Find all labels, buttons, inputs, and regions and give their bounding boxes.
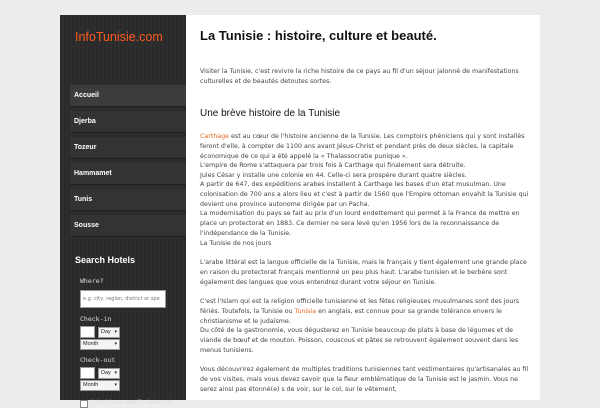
page-title: La Tunisie : histoire, culture et beauté.	[200, 28, 437, 43]
carthage-link[interactable]: Carthage	[200, 133, 230, 140]
nav-item-tunis[interactable]: Tunis	[70, 189, 188, 211]
history-text-5: La modernisation du pays se fait au prix d'un lourd endettement qui permet à la France de mettre en place un protectorat en 1883. Ce dernier ne sera levé qu'en 1956 lors de la reconnaissance de l'indépendance de la Tunisie.	[200, 210, 520, 237]
section-title: Une brève histoire de la Tunisie	[200, 108, 341, 119]
checkin-label: Check-in	[80, 315, 112, 323]
religion-text-2: en anglais, est connue pour sa grande tolérance envers le christianisme et le judaïsme.	[200, 307, 502, 325]
checkout-month-value: Month	[83, 382, 99, 388]
sidebar	[60, 15, 186, 406]
nav-item-djerba[interactable]: Djerba	[70, 111, 188, 133]
history-text-1: est au cœur de l'histoire ancienne de la Tunisie. Les comptoirs phéniciens qui y sont installés feront d'elle, à compter de 1100 ans avant Jésus-Christ et pendant près de deux siècles, la capitale économique de ce qui a été appelé la « Thalassocratie punique ».	[200, 133, 525, 160]
where-label: Where?	[80, 277, 104, 285]
history-paragraph-1	[200, 132, 532, 181]
intro-paragraph: Visiter la Tunisie, c'est revivre la riche histoire de ce pays au fil d'un séjour jalonné de manifestations culturelles et de beautés detoutes sortes.	[200, 68, 519, 85]
language-paragraph: L'arabe littéral est la langue officielle de la Tunisie, mais le français y tient également une grande place en raison du protectorat français mentionné un peu plus haut. L'arabe tunisien et le berbère sont également des langues que vous entendrez durant votre séjour en Tunisie.	[200, 259, 527, 286]
history-text-3: Jules César y installe une colonie en 44. Celle-ci sera prospère durant quatre siècles.	[200, 172, 467, 180]
checkin-day-select[interactable]	[98, 327, 120, 338]
checkin-month-value: Month	[83, 341, 99, 347]
gastronomy-text: Du côté de la gastronomie, vous dégusterez en Tunisie beaucoup de plats à base de légumes et de viande de bœuf et de mouton. Poisson, couscous et pâtes se retrouvent également souvent dans les menus tunisiens.	[200, 327, 519, 354]
no-dates-label: I don't have specific dates yet	[92, 400, 171, 406]
religion-text-1: C'est l'Islam qui est la religion officielle tunisienne et les fêtes religieuses musulmanes sont des jours fériés. Toutefois, la Tunisie ou	[200, 298, 520, 315]
checkout-label: Check-out	[80, 356, 116, 364]
history-text-6: La Tunisie de nos jours	[200, 239, 272, 247]
history-paragraph-2	[200, 180, 532, 249]
destination-input[interactable]	[80, 290, 166, 308]
checkout-month-select[interactable]	[80, 380, 120, 391]
site-logo[interactable]: InfoTunisie.com	[75, 30, 163, 44]
checkin-calendar-icon[interactable]	[80, 326, 95, 338]
nav-item-accueil[interactable]: Accueil	[70, 85, 188, 107]
checkout-calendar-icon[interactable]	[80, 367, 95, 379]
search-hotels-title: Search Hotels	[75, 255, 136, 265]
checkin-day-value: Day	[101, 329, 111, 335]
checkin-month-select[interactable]	[80, 339, 120, 350]
chevron-down-icon: ▾	[114, 370, 117, 376]
chevron-down-icon: ▾	[114, 341, 117, 347]
nav-item-hammamet[interactable]: Hammamet	[70, 163, 188, 185]
history-text-4: A partir de 647, des expéditions arabes installent à Carthage les bases d'un état musulman. Une colonisation de 700 ans a alors lieu et c'est à partir de 1560 que l'Empire ottoman envahit la Tunisie qui devient une province autonome dirigée par un Pacha.	[200, 181, 529, 208]
traditions-paragraph: Vous découvrirez également de multiples traditions tunisiennes tant vestimentaires qu'artisanales au fil de vos visites, mais vous devez savoir que la fleur emblématique de la Tunisie est le jasmin. Vous ne serez ainsi pas étonné(e) s de voir, sur le col, sur le vêtement,	[200, 366, 529, 393]
checkout-day-select[interactable]	[98, 368, 120, 379]
main-nav	[70, 85, 188, 241]
main-content	[186, 15, 540, 400]
history-text-2: L'empire de Rome s'attaquera par trois fois à Carthage qui finalement sera détruite.	[200, 162, 466, 170]
tunisia-link[interactable]: Tunisia	[294, 307, 317, 315]
nav-item-sousse[interactable]: Sousse	[70, 215, 188, 237]
checkout-day-value: Day	[101, 370, 111, 376]
chevron-down-icon: ▾	[114, 329, 117, 335]
religion-paragraph	[200, 297, 532, 356]
chevron-down-icon: ▾	[114, 382, 117, 388]
no-dates-checkbox[interactable]	[80, 400, 88, 408]
nav-item-tozeur[interactable]: Tozeur	[70, 137, 188, 159]
